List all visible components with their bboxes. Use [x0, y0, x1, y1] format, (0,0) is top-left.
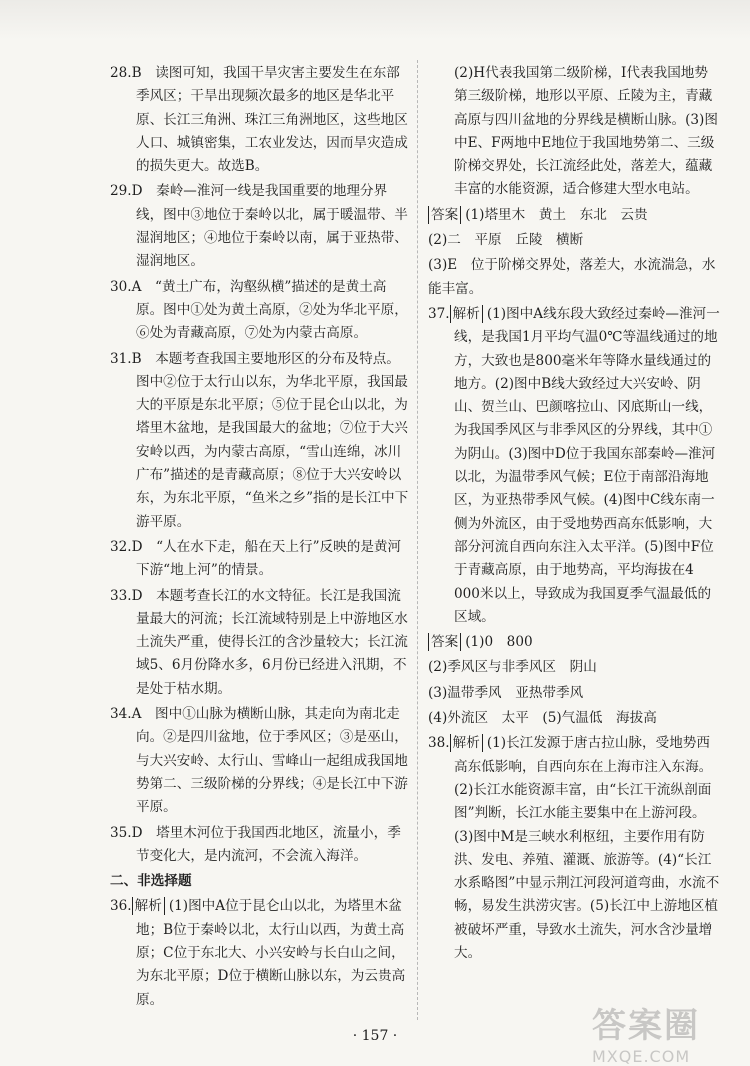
left-column: [110, 62, 410, 1014]
answer-text: (1)0 800: [465, 634, 533, 651]
answer-29: 29.D 秦岭—淮河一线是我国重要的地理分界线，图中③地位于秦岭以北，属于暖温带、半湿润地区；④地位于秦岭以南，属于亚热带、湿润地区。: [110, 183, 408, 270]
watermark-logo: [592, 998, 742, 1066]
answer-36-analysis: [110, 895, 410, 1011]
answer-37-key-2: (2)季风区与非季风区 阴山: [428, 659, 597, 676]
watermark-url: MXQE.COM: [592, 1047, 691, 1066]
column-divider: [417, 60, 418, 1020]
answer-tag: 答案: [428, 633, 461, 651]
section-heading-non-choice: 二、非选择题: [110, 873, 192, 890]
answer-37-key-4: (4)外流区 太平 (5)气温低 海拔高: [428, 710, 657, 727]
answer-34: 34.A 图中①山脉为横断山脉，其走向为南北走向。②是四川盆地，位于季风区；③是巫山，与大兴安岭、太行山、雪峰山一起组成我国地势第二、三级阶梯的分界线；④是长江中下游平原。: [110, 706, 408, 816]
page-number: · 157 ·: [352, 1028, 398, 1044]
right-column: [428, 62, 720, 967]
analysis-text: (1)长江发源于唐古拉山脉，受地势西高东低影响，自西向东在上海市注入东海。(2)长江水能资源丰富，由“长江干流纵剖面图”判断，长江水能主要集中在上游河段。(3)图中M是三峡水利枢纽，主要作用有防洪、发电、养殖、灌溉、旅游等。(4)“长江水系略图”中显示荆江河段河道弯曲，水流不畅，易发生洪涝灾害。(5)长江中上游地区植被破坏严重，导致水土流失，河水含沙量增大。: [454, 735, 720, 961]
answer-36-key-1: [428, 204, 720, 227]
answer-31: 31.B 本题考查我国主要地形区的分布及特点。图中②位于太行山以东，为华北平原，我国最大的平原是东北平原；⑤位于昆仑山以北，为塔里木盆地，是我国最大的盆地；⑦位于大兴安岭以西，为内蒙古高原，“雪山连绵，冰川广布”描述的是青藏高原；⑧位于大兴安岭以东，为东北平原，“鱼米之乡”指的是长江中下游平原。: [110, 350, 409, 530]
question-number: 37.: [428, 305, 450, 322]
answer-36-analysis-cont: (2)H代表我国第二级阶梯，I代表我国地势第三级阶梯，地形以平原、丘陵为主，青藏高原与四川盆地的分界线是横断山脉。(3)图中E、F两地中E地位于我国地势第二、三级阶梯交界处，长江流经此处，落差大，蕴藏丰富的水能资源，适合修建大型水电站。: [454, 65, 718, 198]
answer-36-key-3: (3)E 位于阶梯交界处，落差大，水流湍急，水能丰富。: [428, 257, 716, 297]
answer-36-key-2: (2)二 平原 丘陵 横断: [428, 232, 584, 249]
answer-33: 33.D 本题考查长江的水文特征。长江是我国流量最大的河流；长江流域特别是上中游地区水土流失严重，使得长江的含沙量较大；长江流域5、6月份降水多，6月份已经进入汛期，不是处于枯水期。: [110, 587, 408, 697]
answer-text: (1)塔里木 黄土 东北 云贵: [465, 206, 648, 223]
watermark-title: 答案圈: [592, 1006, 700, 1046]
answer-38-analysis: [428, 732, 720, 965]
analysis-tag: 解析: [450, 305, 483, 323]
answer-tag: 答案: [428, 206, 461, 224]
answer-37-key-1: [428, 631, 720, 654]
question-number: 38.: [428, 735, 450, 752]
answer-35: 35.D 塔里木河位于我国西北地区，流量小，季节变化大，是内流河，不会流入海洋。: [110, 824, 401, 864]
analysis-text: (1)图中A线东段大致经过秦岭—淮河一线，是我国1月平均气温0℃等温线通过的地方，大致也是800毫米年等降水量线通过的地方。(2)图中B线大致经过大兴安岭、阴山、贺兰山、巴颜喀拉山、冈底斯山一线，为我国季风区与非季风区的分界线，其中①为阴山。(3)图中D位于我国东部秦岭—淮河以北，为温带季风气候；E位于南部沿海地区，为亚热带季风气候。(4)图中C线东南一侧为外流区，由于受地势西高东低影响，大部分河流自西向东注入太平洋。(5)图中F位于青藏高原，由于地势高，平均海拔在4 000米以上，导致成为我国夏季气温最低的区域。: [454, 305, 720, 625]
answer-32: 32.D “人在水下走，船在天上行”反映的是黄河下游“地上河”的情景。: [110, 538, 402, 579]
page-top-shadow: [0, 0, 750, 40]
analysis-tag: 解析: [450, 734, 483, 752]
answer-37-analysis: [428, 303, 720, 629]
answer-28: 28.B 读图可知，我国干旱灾害主要发生在东部季风区；干旱出现频次最多的地区是华北平原、长江三角洲、珠江三角洲地区，这些地区人口、城镇密集，工农业发达，因而旱灾造成的损失更大。故选B。: [110, 65, 408, 175]
answer-37-key-3: (3)温带季风 亚热带季风: [428, 684, 584, 701]
question-number: 36.: [110, 898, 132, 915]
analysis-text: (1)图中A位于昆仑山以北，为塔里木盆地；B位于秦岭以北，太行山以西，为黄土高原；C位于东北大、小兴安岭与长白山之间，为东北平原；D位于横断山脉以东，为云贵高原。: [136, 898, 406, 1008]
answer-30: 30.A “黄土广布，沟壑纵横”描述的是黄土高原。图中①处为黄土高原，②处为华北平原，⑥处为青藏高原，⑦处为内蒙古高原。: [110, 278, 408, 342]
analysis-tag: 解析: [132, 897, 165, 915]
